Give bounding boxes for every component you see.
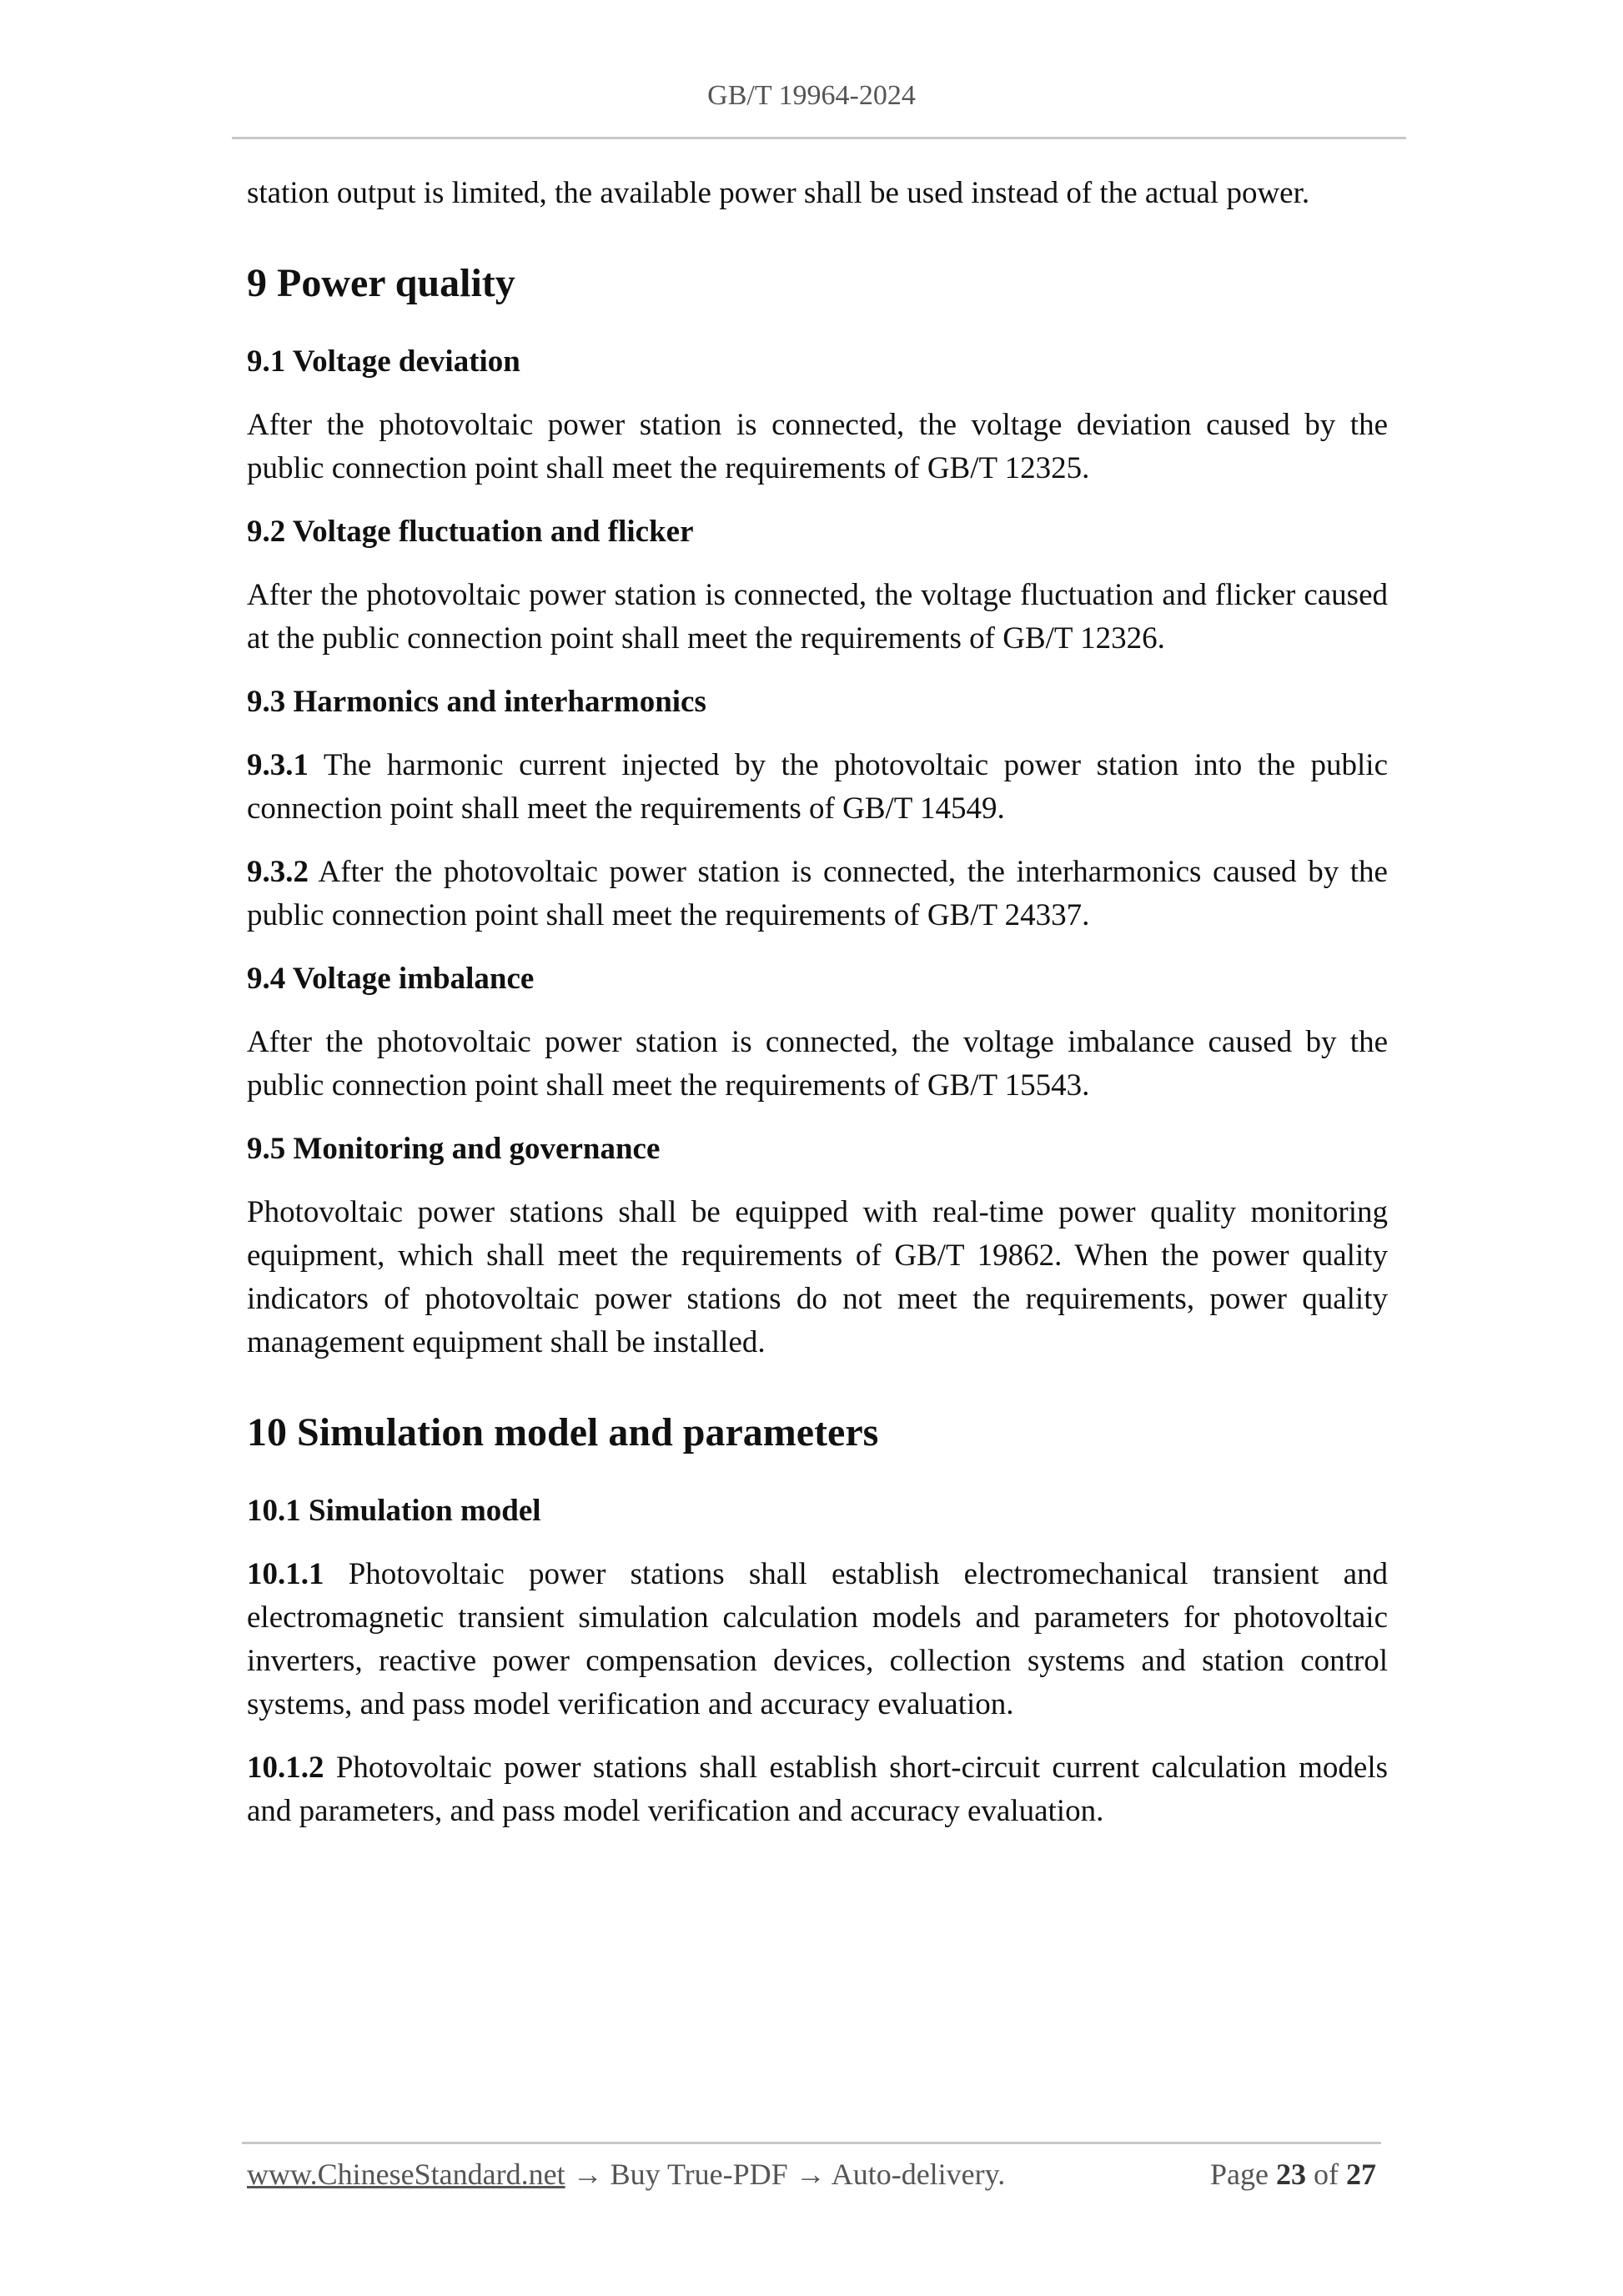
subsection-heading-9-4: 9.4 Voltage imbalance [247, 962, 535, 996]
subsection-heading-10-1: 10.1 Simulation model [247, 1494, 541, 1528]
subsection-heading-9-5: 9.5 Monitoring and governance [247, 1132, 661, 1166]
document-header-title: GB/T 19964-2024 [707, 80, 916, 111]
clause-number: 9.3.2 [247, 855, 309, 889]
arrow-right-icon: → [795, 2158, 826, 2191]
paragraph-9-2: After the photovoltaic power station is connected, the voltage fluctuation and flicker caused at the public connection point shall meet the requirements of GB/T 12326. [247, 578, 1388, 656]
paragraph-9-4: After the photovoltaic power station is connected, the voltage imbalance caused by the public connection point shall meet the requirements of GB/T 15543. [247, 1025, 1388, 1103]
arrow-right-icon: → [572, 2158, 603, 2191]
paragraph-9-5: Photovoltaic power stations shall be equipped with real-time power quality monitoring equipment, which shall meet the requirements of GB/T 19862. When the power quality indicators of photovoltaic power stations do not meet the requirements, power quality management equipment shall be installed. [247, 1195, 1388, 1359]
section-heading-10: 10 Simulation model and parameters [247, 1410, 879, 1454]
clause-text: Photovoltaic power stations shall establish short-circuit current calculation models and parameters, and pass model verification and accuracy evaluation. [247, 1751, 1388, 1828]
current-page: 23 [1276, 2158, 1306, 2191]
page-number [1184, 2157, 1376, 2192]
subsection-heading-9-1: 9.1 Voltage deviation [247, 344, 520, 379]
page-label: Page [1210, 2158, 1269, 2191]
website-link[interactable]: www.ChineseStandard.net [247, 2158, 565, 2191]
footer-divider [242, 2142, 1381, 2144]
auto-delivery-text: Auto-delivery. [831, 2158, 1006, 2191]
document-body [247, 172, 1388, 1833]
clause-number: 10.1.2 [247, 1751, 324, 1785]
clause-number: 9.3.1 [247, 748, 309, 782]
subsection-heading-9-2: 9.2 Voltage fluctuation and flicker [247, 515, 694, 549]
clause-9-3-2 [247, 851, 1388, 937]
clause-9-3-1 [247, 744, 1388, 831]
clause-number: 10.1.1 [247, 1557, 324, 1591]
paragraph-9-1: After the photovoltaic power station is connected, the voltage deviation caused by the public connection point shall meet the requirements of GB/T 12325. [247, 408, 1388, 485]
header-divider [232, 137, 1406, 139]
buy-pdf-text: Buy True-PDF [610, 2158, 788, 2191]
section-heading-9: 9 Power quality [247, 261, 515, 305]
clause-text: Photovoltaic power stations shall establish electromechanical transient and electromagnetic transient simulation calculation models and parameters for photovoltaic inverters, reactive power compensation devices, collection systems and station control systems, and pass model verification and accuracy evaluation. [247, 1557, 1389, 1721]
continued-paragraph: station output is limited, the available power shall be used instead of the actual power. [247, 176, 1310, 210]
total-pages: 27 [1346, 2158, 1376, 2191]
clause-10-1-1 [247, 1553, 1388, 1726]
footer-promo [247, 2157, 1005, 2192]
clause-text: The harmonic current injected by the photovoltaic power station into the public connection point shall meet the requirements of GB/T 14549. [247, 748, 1388, 826]
subsection-heading-9-3: 9.3 Harmonics and interharmonics [247, 685, 706, 719]
clause-10-1-2 [247, 1746, 1388, 1833]
clause-text: After the photovoltaic power station is connected, the interharmonics caused by the public connection point shall meet the requirements of GB/T 24337. [247, 855, 1388, 932]
of-label: of [1314, 2158, 1339, 2191]
